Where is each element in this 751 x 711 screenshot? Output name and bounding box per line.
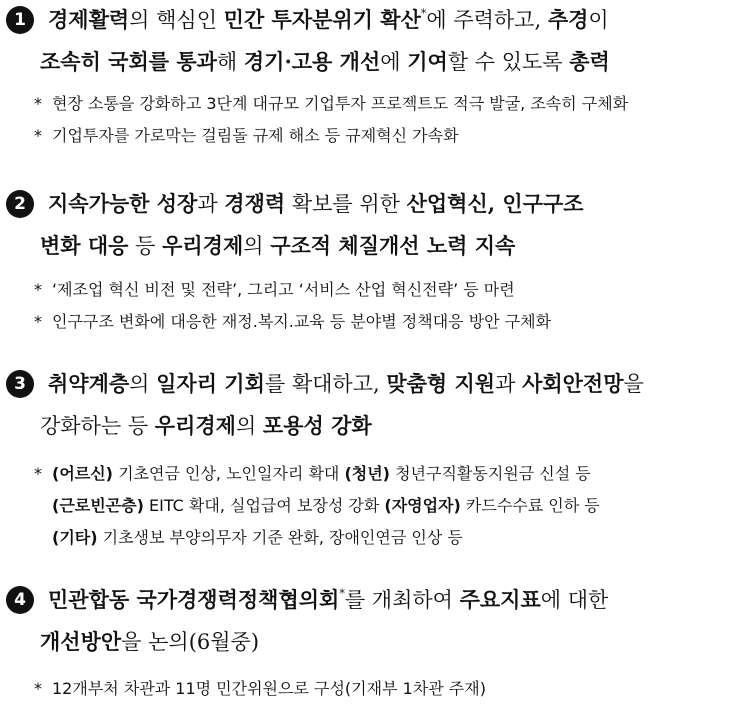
- item-1-keyword: 경기·고용 개선: [243, 49, 381, 74]
- item-4-keyword: 민관합동 국가경쟁력정책협의회: [48, 587, 340, 612]
- bullet-text: [0, 490, 751, 522]
- item-4-bullets: [0, 673, 751, 705]
- bullet-item: [0, 306, 751, 338]
- item-3-text: 의: [129, 372, 157, 396]
- category-label: (어르신): [52, 464, 113, 483]
- bullet-text: [0, 458, 751, 490]
- item-1-title: [6, 0, 746, 83]
- item-3-keyword: 포용성 강화: [262, 413, 372, 438]
- item-1-keyword: 기여: [407, 49, 448, 74]
- bullet-item: [0, 120, 751, 152]
- item-2-text: 확보를 위한: [285, 192, 407, 216]
- item-2-keyword: 우리경제: [162, 233, 244, 258]
- item-3-keyword: 우리경제: [154, 413, 236, 438]
- item-2-bullets: [0, 274, 751, 338]
- bullet-text: [0, 522, 751, 554]
- bullet-marker: *: [34, 280, 42, 299]
- bullet-text: 12개부처 차관과 11명 민간위원으로 구성(기재부 1차관 주재): [52, 679, 486, 698]
- bullet-text-part: 카드수수료 인하 등: [460, 496, 600, 515]
- item-1-keyword: 경제활력: [48, 7, 130, 32]
- item-1-line-2: [6, 41, 610, 83]
- bullet-text-part: 기초연금 인상, 노인일자리 확대: [113, 464, 345, 483]
- item-4-text: 에 대한: [540, 588, 609, 612]
- bullet-text-part: EITC 확대, 실업급여 보장성 강화: [143, 496, 385, 515]
- item-3-keyword: 취약계층: [48, 371, 130, 396]
- item-4-text: 를 개최하여: [344, 588, 460, 612]
- item-3-line-2: [6, 405, 372, 447]
- item-2-keyword: 변화 대응: [40, 233, 129, 258]
- item-1-keyword: 조속히 국회를 통과: [40, 49, 217, 74]
- category-label: (근로빈곤층): [52, 496, 144, 515]
- item-4-line-2: [6, 621, 259, 663]
- bullet-text: ‘제조업 혁신 비전 및 전략’, 그리고 ‘서비스 산업 혁신전략’ 등 마련: [52, 280, 515, 299]
- bullet-text: 기업투자를 가로막는 걸림돌 규제 해소 등 규제혁신 가속화: [52, 126, 459, 145]
- item-3-text: 의: [235, 414, 263, 438]
- bullet-item: [0, 673, 751, 705]
- bullet-text-part: 기초생보 부양의무자 기준 완화, 장애인연금 인상 등: [97, 528, 463, 547]
- footnote-mark: *: [420, 7, 427, 20]
- category-label: (기타): [52, 528, 98, 547]
- item-2-keyword: 구조적 체질개선 노력 지속: [270, 233, 516, 258]
- item-3-text: 을: [623, 372, 644, 396]
- item-2-text: 등: [128, 234, 163, 258]
- item-2-text: 과: [197, 192, 225, 216]
- item-3-keyword: 맞춤형 지원: [386, 371, 496, 396]
- item-4-number-badge: 4: [6, 586, 34, 614]
- bullet-marker: *: [34, 126, 42, 145]
- item-4-keyword: 개선방안: [40, 629, 122, 654]
- bullet-text: 인구구조 변화에 대응한 재정.복지.교육 등 분야별 정책대응 방안 구체화: [52, 312, 552, 331]
- item-1-text: 할 수 있도록: [447, 50, 570, 74]
- bullet-marker: *: [34, 679, 42, 698]
- bullet-item: [0, 490, 751, 522]
- item-4-keyword: 주요지표: [459, 587, 541, 612]
- item-2-line-2: [6, 225, 515, 267]
- item-3-title: [6, 363, 746, 447]
- bullet-marker: *: [34, 464, 42, 483]
- item-3-text: 를 확대하고,: [264, 372, 387, 396]
- item-4-text: 을 논의: [121, 630, 189, 654]
- item-4-title: [6, 579, 746, 663]
- item-1-text: 에: [380, 50, 408, 74]
- bullet-marker: *: [34, 94, 42, 113]
- item-4-text: (6월중): [188, 630, 260, 654]
- bullet-item: [0, 274, 751, 306]
- item-1-text: 이: [588, 8, 609, 32]
- item-1-number-badge: 1: [6, 6, 34, 34]
- item-3-text: 강화하는 등: [40, 414, 155, 438]
- bullet-text-part: 청년구직활동지원금 신설 등: [390, 464, 591, 483]
- item-1-keyword: 민간 투자분위기 확산: [223, 7, 421, 32]
- item-2-keyword: 지속가능한 성장: [48, 191, 198, 216]
- item-2-number-badge: 2: [6, 190, 34, 218]
- item-3-text: 과: [495, 372, 523, 396]
- item-2-keyword: 경쟁력: [224, 191, 286, 216]
- bullet-marker: *: [34, 312, 42, 331]
- item-1-text: 에 주력하고,: [426, 8, 548, 32]
- item-1-keyword: 추경: [547, 7, 589, 32]
- category-label: (자영업자): [384, 496, 461, 515]
- item-1-bullets: [0, 88, 751, 152]
- item-1-text: 해: [216, 50, 244, 74]
- item-3-number-badge: 3: [6, 370, 34, 398]
- item-3-bullets: [0, 458, 751, 554]
- bullet-item: [0, 458, 751, 490]
- footnote-mark: *: [339, 587, 345, 600]
- item-3-keyword: 일자리 기회: [156, 371, 265, 396]
- item-1-text: 의 핵심인: [129, 8, 224, 32]
- item-2-text: 의: [243, 234, 271, 258]
- category-label: (청년): [344, 464, 390, 483]
- item-2-keyword: 산업혁신, 인구구조: [406, 191, 584, 216]
- bullet-item: [0, 522, 751, 554]
- bullet-item: [0, 88, 751, 120]
- bullet-text: 현장 소통을 강화하고 3단계 대규모 기업투자 프로젝트도 적극 발굴, 조속히 구체화: [52, 94, 629, 113]
- item-2-title: [6, 183, 746, 267]
- item-3-keyword: 사회안전망: [522, 371, 624, 396]
- item-1-keyword: 총력: [569, 49, 610, 74]
